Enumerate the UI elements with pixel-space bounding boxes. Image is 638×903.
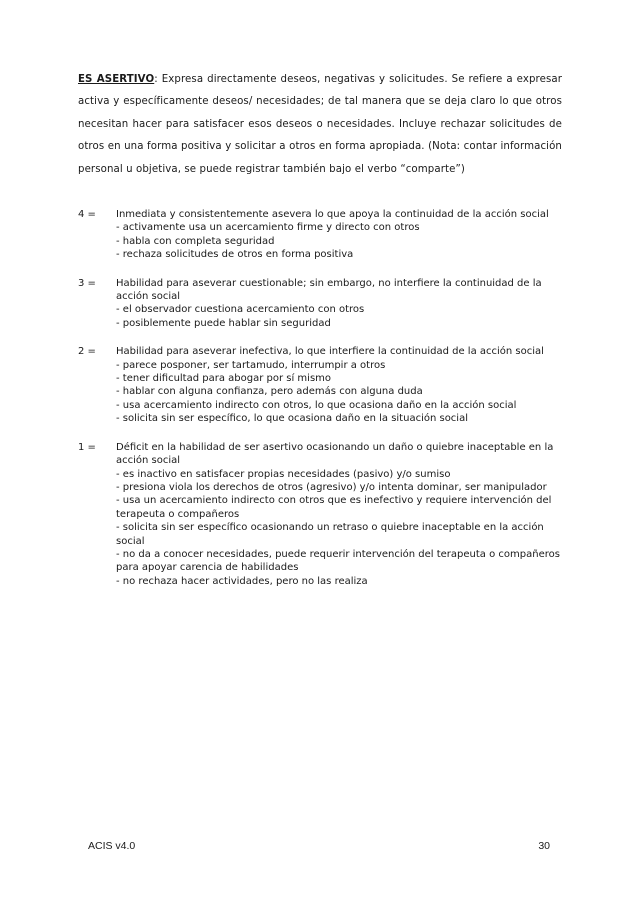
score-label: 1 = bbox=[78, 441, 96, 453]
description-line: - usa acercamiento indirecto con otros, lo que ocasiona daño en la acción social bbox=[116, 399, 517, 411]
intro-paragraph bbox=[78, 69, 562, 181]
score-item-2 bbox=[78, 345, 564, 425]
description-line: - parece posponer, ser tartamudo, interrumpir a otros bbox=[116, 359, 386, 371]
description-line: - el observador cuestiona acercamiento con otros bbox=[116, 304, 365, 316]
description-line: - activamente usa un acercamiento firme y directo con otros bbox=[116, 222, 420, 234]
description-line: - tener dificultad para abogar por sí mismo bbox=[116, 373, 332, 385]
score-label: 3 = bbox=[78, 277, 96, 289]
footer-version: ACIS v4.0 bbox=[88, 840, 136, 852]
description-line: Habilidad para aseverar cuestionable; sin embargo, no interfiere la continuidad de la acción social bbox=[116, 277, 542, 303]
score-label: 4 = bbox=[78, 209, 96, 220]
description-line: - solicita sin ser específico, lo que ocasiona daño en la situación social bbox=[116, 413, 468, 425]
description-line: - no rechaza hacer actividades, pero no las realiza bbox=[116, 575, 368, 587]
score-list bbox=[78, 208, 564, 603]
score-item-3 bbox=[78, 277, 564, 331]
description-line: - usa un acercamiento indirecto con otros que es inefectivo y requiere intervención del terapeuta o compañeros bbox=[116, 495, 552, 520]
description-line: - posiblemente puede hablar sin seguridad bbox=[116, 317, 331, 329]
description-line: - solicita sin ser específico ocasionando un retraso o quiebre inaceptable en la acción social bbox=[116, 522, 544, 547]
score-item-4 bbox=[78, 208, 564, 262]
description-line: - no da a conocer necesidades, puede requerir intervención del terapeuta o compañeros para apoyar carencia de habilidades bbox=[116, 548, 560, 574]
score-description bbox=[116, 208, 564, 262]
score-description bbox=[116, 345, 564, 425]
page-number: 30 bbox=[538, 840, 550, 852]
score-label: 2 = bbox=[78, 346, 96, 358]
intro-text: : Expresa directamente deseos, negativas y solicitudes. Se refiere a expresar activa y específicamente deseos/ necesidades; de tal manera que se deja claro lo que otros necesitan hacer para satisfacer esos deseos o necesidades. Incluye rechazar solicitudes de otros en una forma positiva y solicitar a otros en forma apropiada. (Nota: contar información personal u objetiva, se puede registrar también bajo el verbo “comparte”) bbox=[78, 74, 562, 175]
term-heading: ES ASERTIVO bbox=[78, 74, 155, 85]
description-line: - hablar con alguna confianza, pero además con alguna duda bbox=[116, 386, 423, 398]
description-line: Habilidad para aseverar inefectiva, lo que interfiere la continuidad de la acción social bbox=[116, 346, 544, 358]
description-line: - es inactivo en satisfacer propias necesidades (pasivo) y/o sumiso bbox=[116, 468, 451, 480]
description-line: - habla con completa seguridad bbox=[116, 235, 275, 247]
score-description bbox=[116, 277, 564, 331]
description-line: - rechaza solicitudes de otros en forma positiva bbox=[116, 249, 354, 261]
score-item-1 bbox=[78, 441, 564, 588]
score-description bbox=[116, 441, 564, 588]
description-line: - presiona viola los derechos de otros (agresivo) y/o intenta dominar, ser manipulador bbox=[116, 481, 547, 493]
description-line: Inmediata y consistentemente asevera lo que apoya la continuidad de la acción social bbox=[116, 209, 549, 220]
description-line: Déficit en la habilidad de ser asertivo ocasionando un daño o quiebre inaceptable en la acción social bbox=[116, 441, 554, 467]
